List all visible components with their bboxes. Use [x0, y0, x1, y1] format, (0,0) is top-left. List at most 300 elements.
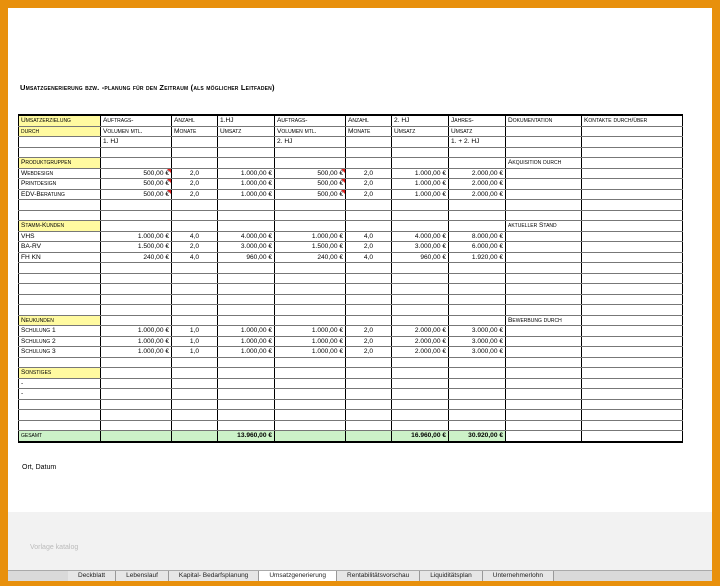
value-cell[interactable]: 1.000,00 €: [101, 326, 172, 337]
header-cell[interactable]: [172, 137, 218, 148]
header-cell[interactable]: 2. HJ: [392, 115, 449, 126]
table-cell[interactable]: [346, 305, 392, 316]
value-cell[interactable]: 2,0: [172, 168, 218, 179]
table-cell[interactable]: [506, 284, 582, 295]
sheet-tab[interactable]: Kapital- Bedarfsplanung: [169, 571, 259, 581]
table-cell[interactable]: [449, 200, 506, 211]
table-cell[interactable]: [582, 284, 683, 295]
table-cell[interactable]: [506, 189, 582, 200]
total-cell[interactable]: [275, 431, 346, 442]
total-label[interactable]: gesamt: [19, 431, 101, 442]
value-cell[interactable]: 2,0: [346, 168, 392, 179]
sheet-tab[interactable]: Rentabilitätsvorschau: [337, 571, 420, 581]
table-cell[interactable]: [275, 378, 346, 389]
table-cell[interactable]: [449, 410, 506, 421]
section-note[interactable]: Akquisition durch: [506, 158, 582, 169]
value-cell[interactable]: 500,00 €: [275, 179, 346, 190]
table-cell[interactable]: [101, 147, 172, 158]
table-cell[interactable]: [275, 158, 346, 169]
table-cell[interactable]: [582, 147, 683, 158]
value-cell[interactable]: 500,00 €: [101, 179, 172, 190]
row-label[interactable]: Webdesign: [19, 168, 101, 179]
sheet-tab[interactable]: Umsatzgenerierung: [259, 571, 337, 581]
header-cell[interactable]: Volumen mtl.: [101, 126, 172, 137]
value-cell[interactable]: 4.000,00 €: [392, 231, 449, 242]
table-cell[interactable]: [392, 284, 449, 295]
table-cell[interactable]: [346, 378, 392, 389]
table-cell[interactable]: [19, 273, 101, 284]
table-cell[interactable]: [101, 273, 172, 284]
table-cell[interactable]: [218, 378, 275, 389]
table-cell[interactable]: [19, 357, 101, 368]
row-label[interactable]: Printdesign: [19, 179, 101, 190]
table-cell[interactable]: [392, 221, 449, 232]
table-cell[interactable]: [19, 284, 101, 295]
table-cell[interactable]: [346, 200, 392, 211]
table-cell[interactable]: [218, 273, 275, 284]
table-cell[interactable]: [582, 263, 683, 274]
header-cell[interactable]: 1.HJ: [218, 115, 275, 126]
table-cell[interactable]: [449, 368, 506, 379]
table-cell[interactable]: [392, 389, 449, 400]
value-cell[interactable]: 3.000,00 €: [218, 242, 275, 253]
table-cell[interactable]: [172, 399, 218, 410]
table-cell[interactable]: [218, 399, 275, 410]
table-cell[interactable]: [392, 158, 449, 169]
table-cell[interactable]: [101, 263, 172, 274]
table-cell[interactable]: [346, 210, 392, 221]
value-cell[interactable]: 1.000,00 €: [392, 168, 449, 179]
table-cell[interactable]: [218, 294, 275, 305]
table-cell[interactable]: [506, 231, 582, 242]
value-cell[interactable]: 3.000,00 €: [449, 336, 506, 347]
header-cell[interactable]: Anzahl: [346, 115, 392, 126]
total-cell[interactable]: [346, 431, 392, 442]
value-cell[interactable]: 1.000,00 €: [218, 189, 275, 200]
value-cell[interactable]: 8.000,00 €: [449, 231, 506, 242]
table-cell[interactable]: [392, 263, 449, 274]
table-cell[interactable]: [172, 305, 218, 316]
value-cell[interactable]: 1.500,00 €: [275, 242, 346, 253]
row-label[interactable]: Schulung 1: [19, 326, 101, 337]
table-cell[interactable]: [172, 147, 218, 158]
table-cell[interactable]: [582, 200, 683, 211]
table-cell[interactable]: [172, 263, 218, 274]
table-cell[interactable]: [218, 147, 275, 158]
header-cell[interactable]: Dokumentation: [506, 115, 582, 126]
table-cell[interactable]: [346, 368, 392, 379]
value-cell[interactable]: 1.000,00 €: [218, 336, 275, 347]
value-cell[interactable]: 4.000,00 €: [218, 231, 275, 242]
table-cell[interactable]: [19, 263, 101, 274]
value-cell[interactable]: 1.500,00 €: [101, 242, 172, 253]
header-cell[interactable]: Anzahl: [172, 115, 218, 126]
section-label[interactable]: Sonstiges: [19, 368, 101, 379]
table-cell[interactable]: [506, 336, 582, 347]
table-cell[interactable]: [449, 273, 506, 284]
table-cell[interactable]: [582, 252, 683, 263]
table-cell[interactable]: [275, 410, 346, 421]
table-cell[interactable]: [449, 399, 506, 410]
table-cell[interactable]: [582, 399, 683, 410]
value-cell[interactable]: 1.000,00 €: [101, 231, 172, 242]
table-cell[interactable]: [449, 158, 506, 169]
table-cell[interactable]: [346, 420, 392, 431]
table-cell[interactable]: [19, 410, 101, 421]
value-cell[interactable]: 2,0: [172, 242, 218, 253]
value-cell[interactable]: 4,0: [346, 231, 392, 242]
table-cell[interactable]: [275, 399, 346, 410]
value-cell[interactable]: 1.000,00 €: [218, 179, 275, 190]
table-cell[interactable]: [506, 357, 582, 368]
table-cell[interactable]: [506, 326, 582, 337]
total-hj2[interactable]: 16.960,00 €: [392, 431, 449, 442]
table-cell[interactable]: [392, 420, 449, 431]
table-cell[interactable]: [582, 347, 683, 358]
table-cell[interactable]: [346, 158, 392, 169]
header-cell[interactable]: [218, 137, 275, 148]
value-cell[interactable]: 1.000,00 €: [392, 179, 449, 190]
table-cell[interactable]: [19, 147, 101, 158]
table-cell[interactable]: [582, 242, 683, 253]
table-cell[interactable]: [449, 357, 506, 368]
table-cell[interactable]: [582, 326, 683, 337]
table-cell[interactable]: [275, 389, 346, 400]
table-cell[interactable]: [506, 410, 582, 421]
table-cell[interactable]: [582, 273, 683, 284]
table-cell[interactable]: [506, 242, 582, 253]
table-cell[interactable]: [172, 389, 218, 400]
table-cell[interactable]: [582, 336, 683, 347]
total-cell[interactable]: [172, 431, 218, 442]
table-cell[interactable]: [449, 389, 506, 400]
value-cell[interactable]: 3.000,00 €: [449, 347, 506, 358]
value-cell[interactable]: 1,0: [172, 336, 218, 347]
value-cell[interactable]: 3.000,00 €: [392, 242, 449, 253]
table-cell[interactable]: [218, 410, 275, 421]
table-cell[interactable]: [392, 273, 449, 284]
value-cell[interactable]: 1.000,00 €: [218, 326, 275, 337]
table-cell[interactable]: [172, 357, 218, 368]
table-cell[interactable]: [506, 378, 582, 389]
table-cell[interactable]: [582, 158, 683, 169]
sheet-tab[interactable]: Liquiditätsplan: [420, 571, 483, 581]
table-cell[interactable]: [172, 420, 218, 431]
table-cell[interactable]: [275, 357, 346, 368]
value-cell[interactable]: 500,00 €: [275, 189, 346, 200]
header-cell[interactable]: [582, 126, 683, 137]
table-cell[interactable]: [172, 200, 218, 211]
table-cell[interactable]: [19, 399, 101, 410]
table-cell[interactable]: [19, 294, 101, 305]
table-cell[interactable]: [506, 347, 582, 358]
table-cell[interactable]: [172, 315, 218, 326]
table-cell[interactable]: [101, 315, 172, 326]
table-cell[interactable]: [172, 368, 218, 379]
header-cell[interactable]: Monate: [172, 126, 218, 137]
value-cell[interactable]: 2.000,00 €: [392, 347, 449, 358]
table-cell[interactable]: [449, 221, 506, 232]
table-cell[interactable]: [101, 305, 172, 316]
table-cell[interactable]: [392, 315, 449, 326]
table-cell[interactable]: [582, 368, 683, 379]
header-cell[interactable]: [506, 126, 582, 137]
table-cell[interactable]: [19, 210, 101, 221]
value-cell[interactable]: 2.000,00 €: [449, 189, 506, 200]
table-cell[interactable]: [346, 147, 392, 158]
section-note[interactable]: aktueller Stand: [506, 221, 582, 232]
table-cell[interactable]: [346, 315, 392, 326]
table-cell[interactable]: [506, 147, 582, 158]
table-cell[interactable]: [101, 410, 172, 421]
table-cell[interactable]: [101, 200, 172, 211]
table-cell[interactable]: [392, 399, 449, 410]
table-cell[interactable]: [346, 284, 392, 295]
table-cell[interactable]: [172, 284, 218, 295]
table-cell[interactable]: [506, 420, 582, 431]
value-cell[interactable]: 1.000,00 €: [392, 189, 449, 200]
table-cell[interactable]: [506, 389, 582, 400]
table-cell[interactable]: [101, 357, 172, 368]
value-cell[interactable]: 2,0: [346, 179, 392, 190]
value-cell[interactable]: 4,0: [346, 252, 392, 263]
table-cell[interactable]: [582, 305, 683, 316]
table-cell[interactable]: [449, 263, 506, 274]
row-label[interactable]: FH KN: [19, 252, 101, 263]
table-cell[interactable]: [275, 420, 346, 431]
table-cell[interactable]: [582, 294, 683, 305]
table-cell[interactable]: [506, 294, 582, 305]
table-cell[interactable]: [392, 294, 449, 305]
table-cell[interactable]: [392, 210, 449, 221]
header-cell[interactable]: 1. + 2. HJ: [449, 137, 506, 148]
total-hj1[interactable]: 13.960,00 €: [218, 431, 275, 442]
value-cell[interactable]: 2,0: [346, 326, 392, 337]
table-cell[interactable]: [101, 368, 172, 379]
table-cell[interactable]: [392, 378, 449, 389]
value-cell[interactable]: 240,00 €: [275, 252, 346, 263]
value-cell[interactable]: 6.000,00 €: [449, 242, 506, 253]
table-cell[interactable]: [582, 431, 683, 442]
value-cell[interactable]: 1.000,00 €: [101, 336, 172, 347]
table-cell[interactable]: [101, 420, 172, 431]
table-cell[interactable]: [346, 221, 392, 232]
table-cell[interactable]: [218, 200, 275, 211]
value-cell[interactable]: 1.000,00 €: [275, 336, 346, 347]
value-cell[interactable]: 1.000,00 €: [275, 347, 346, 358]
table-cell[interactable]: [218, 357, 275, 368]
row-label[interactable]: -: [19, 389, 101, 400]
table-cell[interactable]: [218, 284, 275, 295]
table-cell[interactable]: [346, 263, 392, 274]
row-label[interactable]: -: [19, 378, 101, 389]
value-cell[interactable]: 1.000,00 €: [218, 168, 275, 179]
table-cell[interactable]: [392, 357, 449, 368]
table-cell[interactable]: [218, 315, 275, 326]
table-cell[interactable]: [506, 168, 582, 179]
table-cell[interactable]: [218, 368, 275, 379]
value-cell[interactable]: 500,00 €: [275, 168, 346, 179]
header-cell[interactable]: [392, 137, 449, 148]
header-cell[interactable]: Jahres-: [449, 115, 506, 126]
table-cell[interactable]: [275, 221, 346, 232]
value-cell[interactable]: 2,0: [346, 242, 392, 253]
row-label[interactable]: VHS: [19, 231, 101, 242]
table-cell[interactable]: [582, 179, 683, 190]
value-cell[interactable]: 2.000,00 €: [449, 179, 506, 190]
header-cell[interactable]: durch: [19, 126, 101, 137]
table-cell[interactable]: [449, 420, 506, 431]
header-cell[interactable]: Auftrags-: [275, 115, 346, 126]
table-cell[interactable]: [582, 231, 683, 242]
table-cell[interactable]: [101, 158, 172, 169]
value-cell[interactable]: 960,00 €: [392, 252, 449, 263]
table-cell[interactable]: [172, 221, 218, 232]
total-year[interactable]: 30.920,00 €: [449, 431, 506, 442]
value-cell[interactable]: 1.920,00 €: [449, 252, 506, 263]
header-cell[interactable]: [506, 137, 582, 148]
row-label[interactable]: EDV-Beratung: [19, 189, 101, 200]
table-cell[interactable]: [449, 284, 506, 295]
table-cell[interactable]: [392, 410, 449, 421]
value-cell[interactable]: 1,0: [172, 326, 218, 337]
value-cell[interactable]: 2.000,00 €: [392, 326, 449, 337]
header-cell[interactable]: Volumen mtl.: [275, 126, 346, 137]
table-cell[interactable]: [275, 147, 346, 158]
table-cell[interactable]: [275, 273, 346, 284]
table-cell[interactable]: [172, 210, 218, 221]
table-cell[interactable]: [218, 221, 275, 232]
table-cell[interactable]: [506, 200, 582, 211]
table-cell[interactable]: [101, 221, 172, 232]
table-cell[interactable]: [346, 399, 392, 410]
table-cell[interactable]: [506, 399, 582, 410]
table-cell[interactable]: [218, 420, 275, 431]
table-cell[interactable]: [172, 158, 218, 169]
header-cell[interactable]: Monate: [346, 126, 392, 137]
table-cell[interactable]: [506, 305, 582, 316]
table-cell[interactable]: [346, 410, 392, 421]
value-cell[interactable]: 1.000,00 €: [218, 347, 275, 358]
table-cell[interactable]: [172, 273, 218, 284]
section-note[interactable]: Bewerbung durch: [506, 315, 582, 326]
value-cell[interactable]: 2.000,00 €: [392, 336, 449, 347]
table-cell[interactable]: [218, 158, 275, 169]
table-cell[interactable]: [392, 305, 449, 316]
value-cell[interactable]: 2,0: [346, 189, 392, 200]
table-cell[interactable]: [506, 263, 582, 274]
table-cell[interactable]: [19, 200, 101, 211]
value-cell[interactable]: 1.000,00 €: [275, 231, 346, 242]
table-cell[interactable]: [582, 357, 683, 368]
header-cell[interactable]: Umsatz: [218, 126, 275, 137]
table-cell[interactable]: [101, 378, 172, 389]
table-cell[interactable]: [275, 263, 346, 274]
table-cell[interactable]: [101, 210, 172, 221]
table-cell[interactable]: [392, 147, 449, 158]
table-cell[interactable]: [346, 294, 392, 305]
table-cell[interactable]: [218, 305, 275, 316]
sheet-tab[interactable]: Unternehmerlohn: [483, 571, 554, 581]
value-cell[interactable]: 960,00 €: [218, 252, 275, 263]
value-cell[interactable]: 1.000,00 €: [101, 347, 172, 358]
table-cell[interactable]: [506, 273, 582, 284]
value-cell[interactable]: 2.000,00 €: [449, 168, 506, 179]
table-cell[interactable]: [449, 294, 506, 305]
row-label[interactable]: BA-RV: [19, 242, 101, 253]
table-cell[interactable]: [19, 305, 101, 316]
table-cell[interactable]: [506, 431, 582, 442]
table-cell[interactable]: [582, 420, 683, 431]
value-cell[interactable]: 1,0: [172, 347, 218, 358]
table-cell[interactable]: [275, 284, 346, 295]
table-cell[interactable]: [275, 368, 346, 379]
header-cell[interactable]: Auftrags-: [101, 115, 172, 126]
row-label[interactable]: Schulung 3: [19, 347, 101, 358]
section-label[interactable]: Stamm-Kunden: [19, 221, 101, 232]
table-cell[interactable]: [275, 200, 346, 211]
value-cell[interactable]: 2,0: [172, 179, 218, 190]
section-label[interactable]: Produktgruppen: [19, 158, 101, 169]
table-cell[interactable]: [506, 252, 582, 263]
table-cell[interactable]: [582, 189, 683, 200]
table-cell[interactable]: [582, 221, 683, 232]
table-cell[interactable]: [346, 389, 392, 400]
table-cell[interactable]: [172, 294, 218, 305]
header-cell[interactable]: 1. HJ: [101, 137, 172, 148]
table-cell[interactable]: [582, 389, 683, 400]
table-cell[interactable]: [392, 368, 449, 379]
table-cell[interactable]: [172, 410, 218, 421]
header-cell[interactable]: 2. HJ: [275, 137, 346, 148]
value-cell[interactable]: 3.000,00 €: [449, 326, 506, 337]
table-cell[interactable]: [582, 410, 683, 421]
table-cell[interactable]: [506, 210, 582, 221]
table-cell[interactable]: [582, 315, 683, 326]
value-cell[interactable]: 4,0: [172, 231, 218, 242]
value-cell[interactable]: 1.000,00 €: [275, 326, 346, 337]
header-cell[interactable]: [346, 137, 392, 148]
table-cell[interactable]: [346, 273, 392, 284]
table-cell[interactable]: [218, 263, 275, 274]
header-cell[interactable]: Umsatz: [392, 126, 449, 137]
value-cell[interactable]: 2,0: [172, 189, 218, 200]
table-cell[interactable]: [449, 315, 506, 326]
value-cell[interactable]: 4,0: [172, 252, 218, 263]
value-cell[interactable]: 240,00 €: [101, 252, 172, 263]
header-cell[interactable]: Umsatz: [449, 126, 506, 137]
table-cell[interactable]: [275, 315, 346, 326]
section-label[interactable]: Neukunden: [19, 315, 101, 326]
value-cell[interactable]: 2,0: [346, 336, 392, 347]
table-cell[interactable]: [449, 147, 506, 158]
table-cell[interactable]: [506, 179, 582, 190]
table-cell[interactable]: [101, 389, 172, 400]
table-cell[interactable]: [449, 210, 506, 221]
table-cell[interactable]: [449, 305, 506, 316]
table-cell[interactable]: [275, 294, 346, 305]
value-cell[interactable]: 500,00 €: [101, 168, 172, 179]
sheet-tab[interactable]: Lebenslauf: [116, 571, 169, 581]
table-cell[interactable]: [392, 200, 449, 211]
row-label[interactable]: Schulung 2: [19, 336, 101, 347]
table-cell[interactable]: [101, 294, 172, 305]
header-cell[interactable]: [582, 137, 683, 148]
table-cell[interactable]: [19, 420, 101, 431]
sheet-tab[interactable]: Deckblatt: [68, 571, 116, 581]
table-cell[interactable]: [101, 399, 172, 410]
value-cell[interactable]: 500,00 €: [101, 189, 172, 200]
